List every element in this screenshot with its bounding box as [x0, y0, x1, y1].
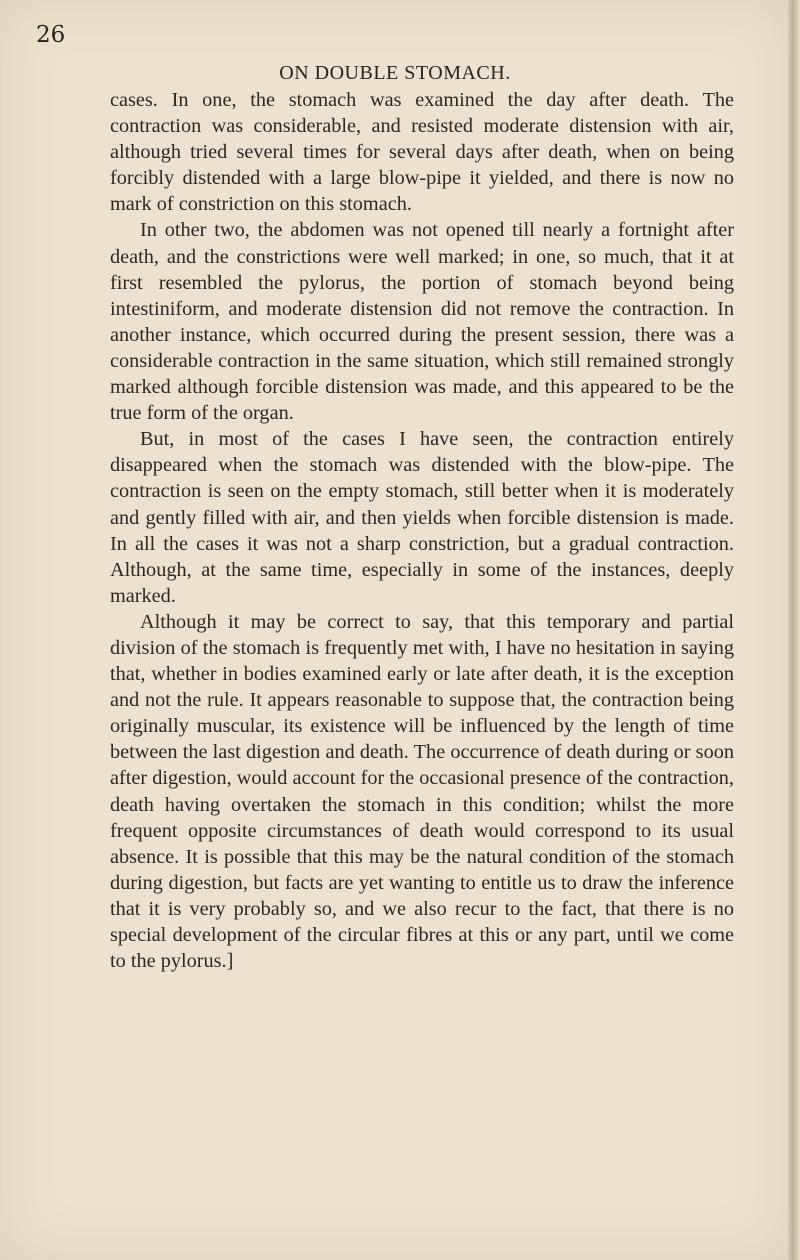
- paragraph: cases. In one, the stomach was examined the day after death. The contraction was considerable, and resisted moderate distension with air, although tried several times for several days after death, when on being forcibly distended with a large blow-pipe it yielded, and there is now no mark of constriction on this stomach.: [110, 89, 734, 216]
- page-edge: [788, 0, 800, 1260]
- body-text: [110, 87, 734, 974]
- paragraph: But, in most of the cases I have seen, the contraction entirely disappeared when the stomach was distended with the blow-pipe. The contraction is seen on the empty stomach, still better when it is moderately and gently filled with air, and then yields when forcible distension is made. In all the cases it was not a sharp constriction, but a gradual contraction. Although, at the same time, especially in some of the instances, deeply marked.: [110, 428, 734, 607]
- paragraph: In other two, the abdomen was not opened till nearly a fortnight after death, and the constrictions were well marked; in one, so much, that it at first resembled the pylorus, the portion of stomach beyond being intestiniform, and moderate distension did not remove the contraction. In another instance, which occurred during the present session, there was a considerable contraction in the same situation, which still remained strongly marked although forcible distension was made, and this appeared to be the true form of the organ.: [110, 219, 734, 425]
- paragraph: Although it may be correct to say, that this temporary and partial division of the stomach is frequently met with, I have no hesitation in saying that, whether in bodies examined early or late after death, it is the exception and not the rule. It appears reasonable to suppose that, the contraction being originally muscular, its existence will be influenced by the length of time between the last digestion and death. The occurrence of death during or soon after digestion, would account for the occasional presence of the contraction, death having overtaken the stomach in this condition; whilst the more frequent opposite circumstances of death would correspond to its usual absence. It is possible that this may be the natural condition of the stomach during digestion, but facts are yet wanting to entitle us to draw the inference that it is very probably so, and we also recur to the fact, that there is no special development of the circular fibres at this or any part, until we come to the pylorus.]: [110, 610, 734, 973]
- page-number: 26: [36, 22, 66, 48]
- running-head: ON DOUBLE STOMACH.: [279, 62, 511, 84]
